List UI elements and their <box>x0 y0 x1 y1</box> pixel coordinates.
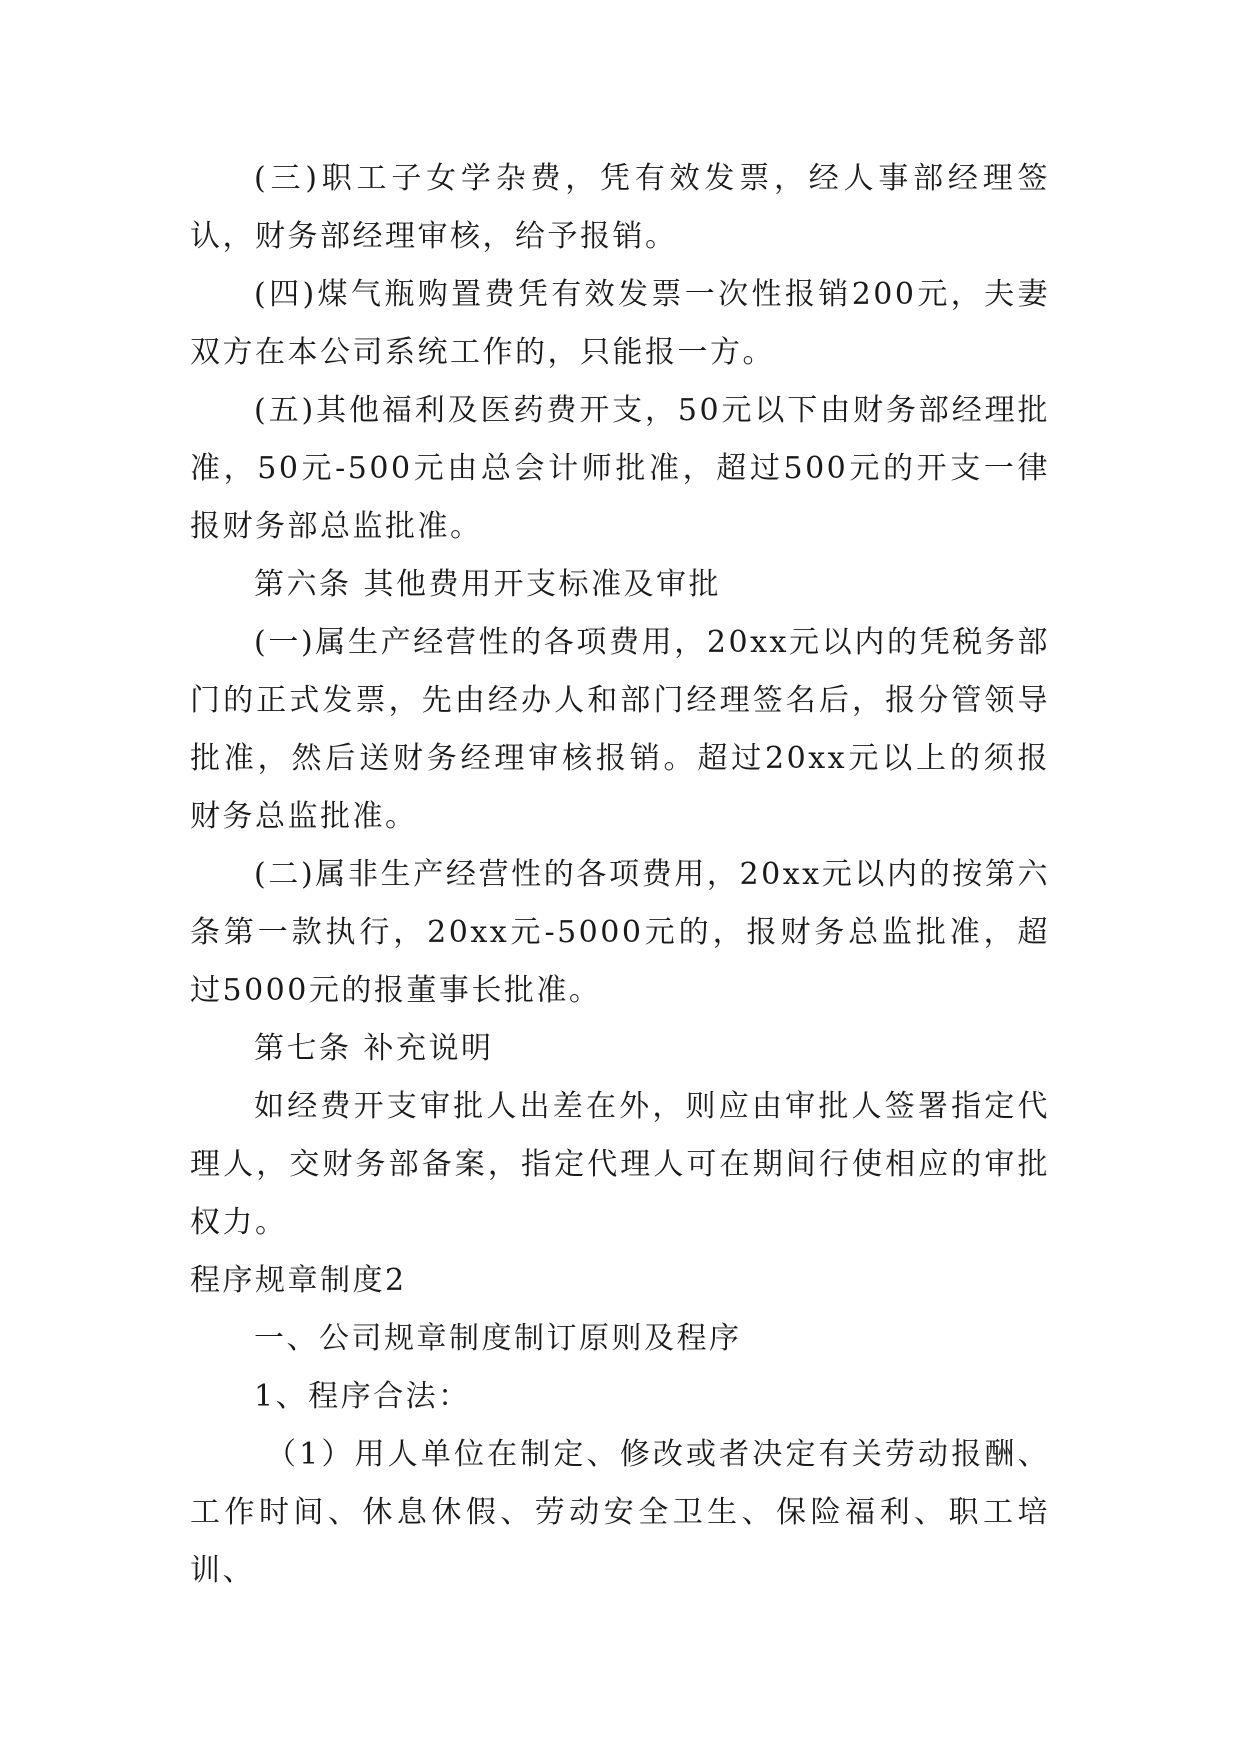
paragraph-employer-rules: （1）用人单位在制定、修改或者决定有关劳动报酬、工作时间、休息休假、劳动安全卫生、保险福利、职工培训、 <box>190 1437 1050 1588</box>
paragraph-production-expenses: (一)属生产经营性的各项费用，20xx元以内的凭税务部门的正式发票，先由经办人和部门经理签名后，报分管领导批准，然后送财务经理审核报销。超过20xx元以上的须报财务总监批准。 <box>190 625 1050 834</box>
article-6-heading: 第六条 其他费用开支标准及审批 <box>254 567 722 602</box>
paragraph-gas-cylinder-fee: (四)煤气瓶购置费凭有效发票一次性报销200元，夫妻双方在本公司系统工作的，只能报一方。 <box>190 277 1050 370</box>
section-heading-principles: 一、公司规章制度制订原则及程序 <box>254 1321 742 1356</box>
item-heading-legal-procedure: 1、程序合法： <box>254 1379 471 1414</box>
paragraph-non-production-expenses: (二)属非生产经营性的各项费用，20xx元以内的按第六条第一款执行，20xx元-5000元的，报财务总监批准，超过5000元的报董事长批准。 <box>190 857 1050 1008</box>
paragraph-other-welfare: (五)其他福利及医药费开支，50元以下由财务部经理批准，50元-500元由总会计师批准，超过500元的开支一律报财务部总监批准。 <box>190 393 1050 544</box>
paragraph-staff-children-fees: (三)职工子女学杂费，凭有效发票，经人事部经理签认，财务部经理审核，给予报销。 <box>190 161 1050 254</box>
paragraph-supplementary-note: 如经费开支审批人出差在外，则应由审批人签署指定代理人，交财务部备案，指定代理人可在期间行使相应的审批权力。 <box>190 1089 1050 1240</box>
document-body <box>190 150 1050 1600</box>
section-title-rules-2: 程序规章制度2 <box>190 1263 407 1298</box>
article-7-heading: 第七条 补充说明 <box>254 1031 494 1066</box>
